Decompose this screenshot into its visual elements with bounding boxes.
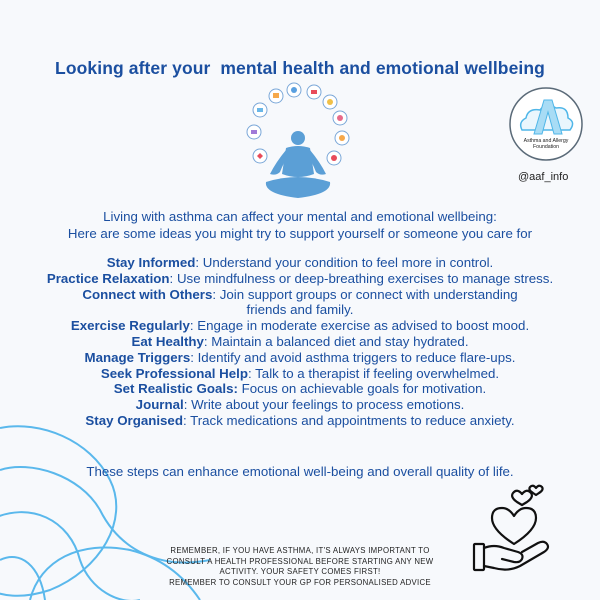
tip-text: Focus on achievable goals for motivation. — [241, 381, 487, 397]
tip-text: Identify and avoid asthma triggers to reduce flare-ups. — [197, 349, 516, 365]
tip-title: Connect with Others — [82, 286, 213, 302]
disclaimer-line: ACTIVITY. YOUR SAFETY COMES FIRST! — [219, 567, 381, 577]
tip-text: Write about your feelings to process emotions. — [191, 397, 465, 413]
tip-item: Stay Informed: Understand your condition to feel more in control. — [106, 255, 494, 270]
logo-text-line2: Foundation — [533, 144, 559, 150]
tip-title: Journal — [135, 397, 184, 413]
intro-line-1: Living with asthma can affect your mental and emotional wellbeing: — [103, 209, 497, 224]
disclaimer-line: REMEMBER, IF YOU HAVE ASTHMA, IT'S ALWAYS IMPORTANT TO — [170, 546, 430, 555]
intro-text — [0, 208, 600, 242]
tips-list — [30, 255, 570, 429]
closing-text: These steps can enhance emotional well-being and overall quality of life. — [86, 464, 514, 479]
heart-in-hand-icon — [470, 484, 560, 578]
tip-text: Understand your condition to feel more in control. — [202, 255, 494, 270]
tip-text: Join support groups or connect with understanding friends and family. — [219, 286, 518, 318]
disclaimer-line: REMEMBER TO CONSULT YOUR GP FOR PERSONALISED ADVICE — [169, 577, 431, 587]
tip-item: Eat Healthy: Maintain a balanced diet and stay hydrated. — [131, 333, 469, 349]
tip-item — [30, 381, 570, 397]
tip-item: Stay Organised: Track medications and appointments to reduce anxiety. — [85, 412, 515, 428]
disclaimer-line: CONSULT A HEALTH PROFESSIONAL BEFORE STARTING ANY NEW — [166, 556, 434, 566]
figure — [266, 131, 330, 198]
asthma-allergy-foundation-logo — [508, 86, 584, 162]
tip-title: Practice Relaxation — [46, 270, 170, 286]
tip-text: Talk to a therapist if feeling overwhelmed. — [255, 365, 500, 381]
meditating-figure-icon — [236, 82, 368, 204]
tip-title: Stay Organised — [85, 412, 183, 428]
tip-item: Exercise Regularly: Engage in moderate exercise as advised to boost mood. — [70, 318, 530, 334]
intro-line-2: Here are some ideas you might try to support yourself or someone you care for — [67, 226, 533, 241]
tip-title: Set Realistic Goals: — [113, 381, 238, 397]
tip-text: Maintain a balanced diet and stay hydrated. — [211, 333, 469, 349]
tip-item: Seek Professional Help: Talk to a therapist if feeling overwhelmed. — [100, 365, 500, 381]
disclaimer-text — [140, 546, 460, 588]
logo-text-line1: Asthma and Allergy — [523, 138, 569, 144]
social-handle: @aaf_info — [518, 171, 569, 183]
tip-text: Track medications and appointments to reduce anxiety. — [190, 412, 515, 428]
tip-title: Seek Professional Help — [100, 365, 248, 381]
tip-item: Practice Relaxation: Use mindfulness or deep-breathing exercises to manage stress. — [46, 270, 554, 286]
tip-item: Manage Triggers: Identify and avoid asthma triggers to reduce flare-ups. — [84, 349, 516, 365]
tip-text: Engage in moderate exercise as advised to boost mood. — [197, 318, 530, 334]
tip-item: Journal: Write about your feelings to process emotions. — [135, 397, 465, 413]
tip-title: Exercise Regularly — [70, 318, 190, 334]
page-title: Looking after your mental health and emotional wellbeing — [55, 58, 545, 78]
tip-text: Use mindfulness or deep-breathing exercises to manage stress. — [176, 270, 554, 286]
tip-title: Eat Healthy — [131, 333, 204, 349]
tip-item: Connect with Others: Join support groups or connect with understanding friends and family. — [82, 286, 518, 318]
tip-title: Stay Informed — [106, 255, 196, 270]
tip-title: Manage Triggers — [84, 349, 191, 365]
